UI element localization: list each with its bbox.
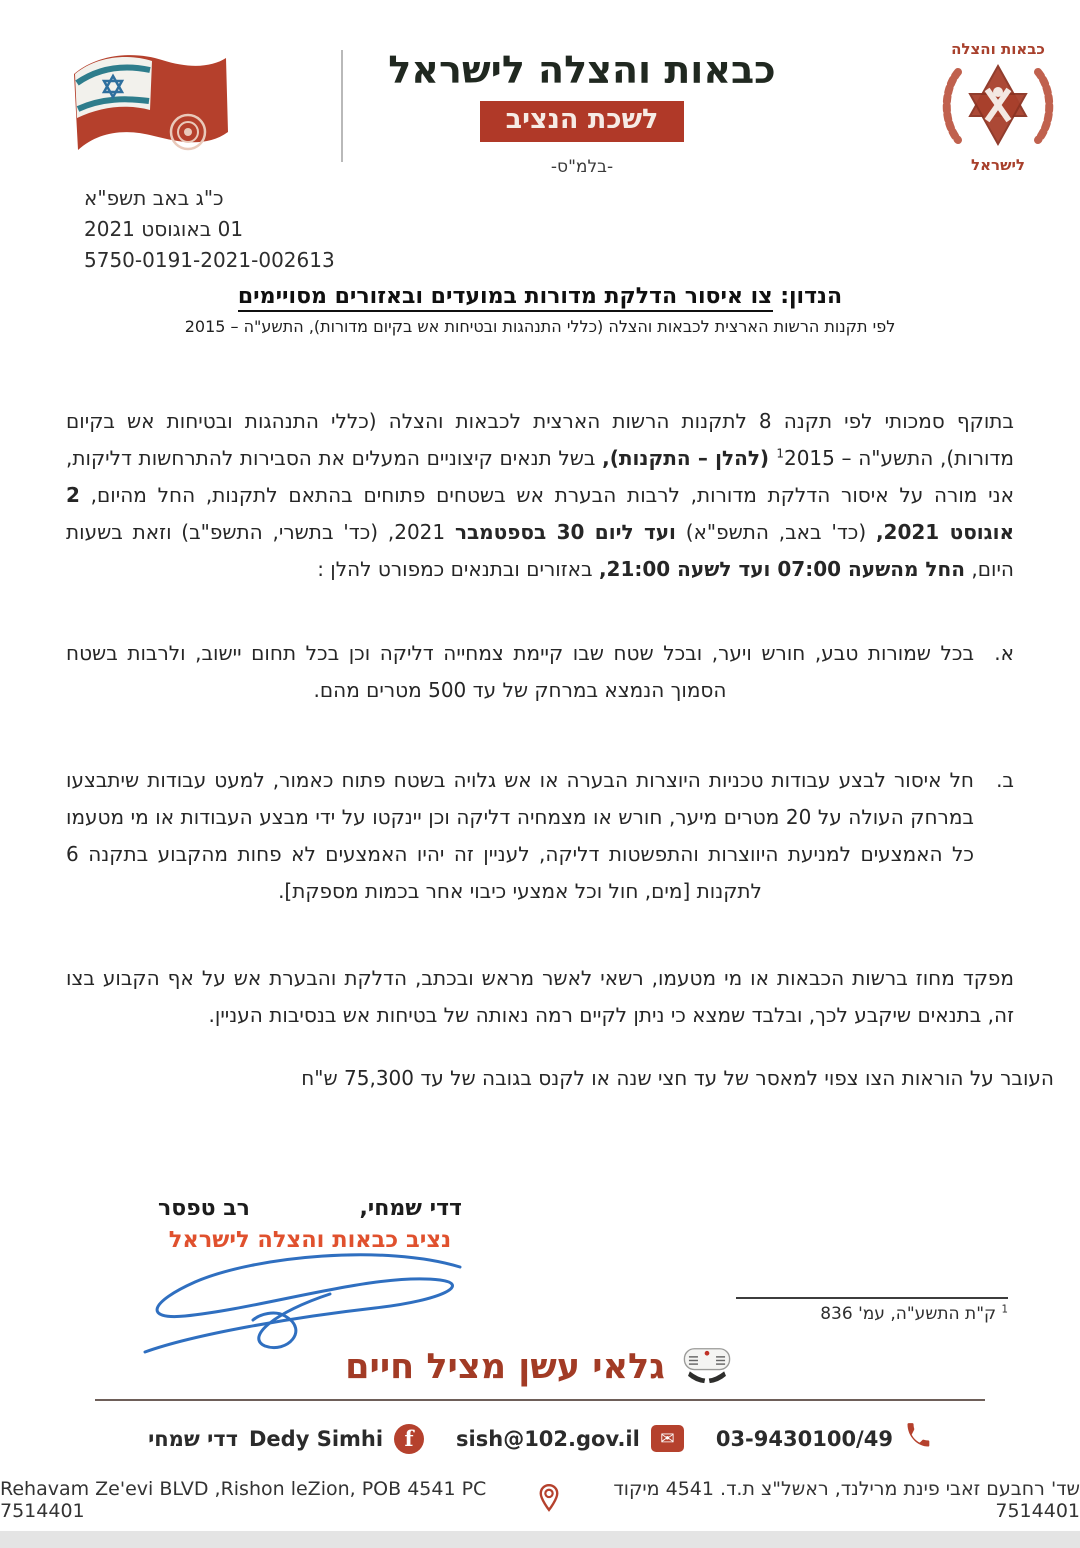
footnote-marker: 1 xyxy=(1001,1304,1008,1316)
header-title-block xyxy=(352,50,812,177)
subject-label: הנדון: xyxy=(772,284,843,309)
banner-text: גלאי עשן מציל חיים xyxy=(345,1347,665,1387)
p1-bold-4: החל מהשעה 07:00 ועד לשעה 21:00, xyxy=(598,557,966,581)
footnote xyxy=(700,1304,1008,1324)
p1-bold-3: ועד ליום 30 בספטמבר xyxy=(454,520,676,544)
footnote-marker-ref: 1 xyxy=(776,446,784,461)
p1-text-4: 2021, (כד' בתשרי, התשפ"ב) וזאת בשעות היום, xyxy=(66,520,1014,581)
office-badge: לשכת הנציב xyxy=(480,101,685,142)
list-item-b xyxy=(66,762,1014,910)
p1-bold-2: 2 אוגוסט 2021, xyxy=(66,483,1015,544)
org-title: כבאות והצלה לישראל xyxy=(388,48,776,92)
signature-name: דדי שמחי, xyxy=(359,1196,462,1221)
body-paragraph-3: העובר על הוראות הצו צפוי למאסר של עד חצי שנה או לקנס בגובה של עד 75,300 ש"ח xyxy=(301,1066,1054,1090)
contact-phone xyxy=(716,1422,932,1455)
p1-text-5: באזורים ובתנאים כמפורט להלן : xyxy=(317,557,599,581)
signature-role: נציב כבאות והצלה לישראל xyxy=(168,1227,452,1253)
list-item-a-marker: א. xyxy=(994,641,1014,665)
subject-title: צו איסור הדלקת מדורות במועדים ובאזורים מסויימים xyxy=(238,284,773,312)
header-divider xyxy=(341,50,343,162)
emblem-bottom-text: לישראל xyxy=(971,156,1025,174)
list-item-b-text: חל איסור לבצע עבודות טכניות היוצרות הבערה או אש גלויה בשטח פתוח כאמור, למעט עבודות שיתבצעו במרחק העולה על 20 מטרים מיער, חורש או מצמחיה דליקה וכן יינקטו על ידי מבצע העבודות או מי מטעמו כל האמצעים למניעת היווצרות והתפשטות דליקה, לעניין זה יהיו האמצעים לא פחות מהקבוע בתקנה 6 לתקנות [מים, חול וכל אמצעי כיבוי אחר בכמות מספקת]. xyxy=(66,768,974,903)
subject-subtitle: לפי תקנות הרשות הארצית לכבאות והצלה (כללי התנהגות ובטיחות אש בקיום מדורות), התשע"ה – 2015 xyxy=(184,317,896,336)
address-english: Rehavam Ze'evi BLVD ,Rishon leZion, POB 4541 PC 7514401 xyxy=(0,1478,487,1522)
hebrew-date: כ"ג באב תשפ"א xyxy=(84,186,224,210)
smoke-detector-banner xyxy=(0,1344,1080,1390)
footer-divider xyxy=(95,1399,985,1401)
date-block xyxy=(84,183,414,276)
contact-facebook xyxy=(148,1424,424,1454)
location-pin-icon xyxy=(538,1483,560,1518)
list-item-b-marker: ב. xyxy=(996,768,1014,792)
contact-name-he: דדי שמחי xyxy=(148,1426,238,1451)
gregorian-date: 01 באוגוסט 2021 xyxy=(84,217,244,241)
list-item-a-text: בכל שמורות טבע, חורש ויער, ובכל שטח שבו קיימת צמחייה דליקה וכן בכל תחום יישוב, ולרבות בשטח הסמוך הנמצא במרחק של עד 500 מטרים מהם. xyxy=(66,641,974,702)
p1-text-3: (כד' באב, התשפ"א) xyxy=(675,520,876,544)
smoke-detector-icon xyxy=(679,1344,735,1390)
email-address: sish@102.gov.il xyxy=(456,1426,640,1451)
p1-text-2: בשל תנאים קיצוניים המעלים את הסבירות להתרחשות דליקות, אני מורה על איסור הדלקת מדורות, לרבות הבערת אש בשטחים פתוחים בהתאם לתקנות, החל מהיום, xyxy=(66,446,1014,507)
facebook-icon: f xyxy=(394,1424,424,1454)
address-row xyxy=(0,1478,1080,1522)
address-hebrew: שד' רחבעם זאבי פינת מרילנד, ראשל"צ ת.ד. 4541 מיקוד 7514401 xyxy=(613,1478,1080,1522)
email-icon: ✉ xyxy=(651,1425,684,1452)
signature-name-line xyxy=(150,1196,470,1221)
classification-label: -בלמ"ס- xyxy=(550,156,614,177)
subject-block xyxy=(0,284,1080,336)
subject-heading xyxy=(0,284,1080,309)
phone-icon xyxy=(904,1422,932,1455)
emblem-top-text: כבאות והצלה xyxy=(951,40,1045,58)
body-paragraph-2: מפקד מחוז ברשות הכבאות או מי מטעמו, רשאי לאשר מראש ובכתב, הדלקת והבערת אש על אף הקבוע בצו זה, בתנאים שיקבע לכך, ובלבד שמצא כי ניתן לקיים רמה נאותה של בטיחות אש בנסיבות העניין. xyxy=(66,966,1014,1027)
commissioner-emblem-icon xyxy=(928,28,1068,182)
fire-rescue-flag-icon xyxy=(60,40,240,192)
contact-email xyxy=(456,1425,684,1452)
p1-bold-1: (להלן – התקנות), xyxy=(602,446,777,470)
footnote-divider xyxy=(736,1297,1008,1299)
list-item-a xyxy=(66,635,1014,709)
bottom-strip xyxy=(0,1531,1080,1548)
reference-number: 5750-0191-2021-002613 xyxy=(84,248,335,272)
contact-name-en: Dedy Simhi xyxy=(248,1426,384,1451)
signature-rank: רב טפסר xyxy=(158,1196,250,1221)
body-paragraph-1 xyxy=(66,403,1014,588)
footnote-text: ק"ת התשע"ה, עמ' 836 xyxy=(820,1304,997,1324)
p1-text: בתוקף סמכותי לפי תקנה 8 לתקנות הרשות הארצית לכבאות והצלה (כללי התנהגות ובטיחות אש בקיום מדורות), התשע"ה – 2015 xyxy=(66,409,1015,470)
contact-row xyxy=(0,1422,1080,1455)
phone-number: 03-9430100/49 xyxy=(715,1426,893,1451)
